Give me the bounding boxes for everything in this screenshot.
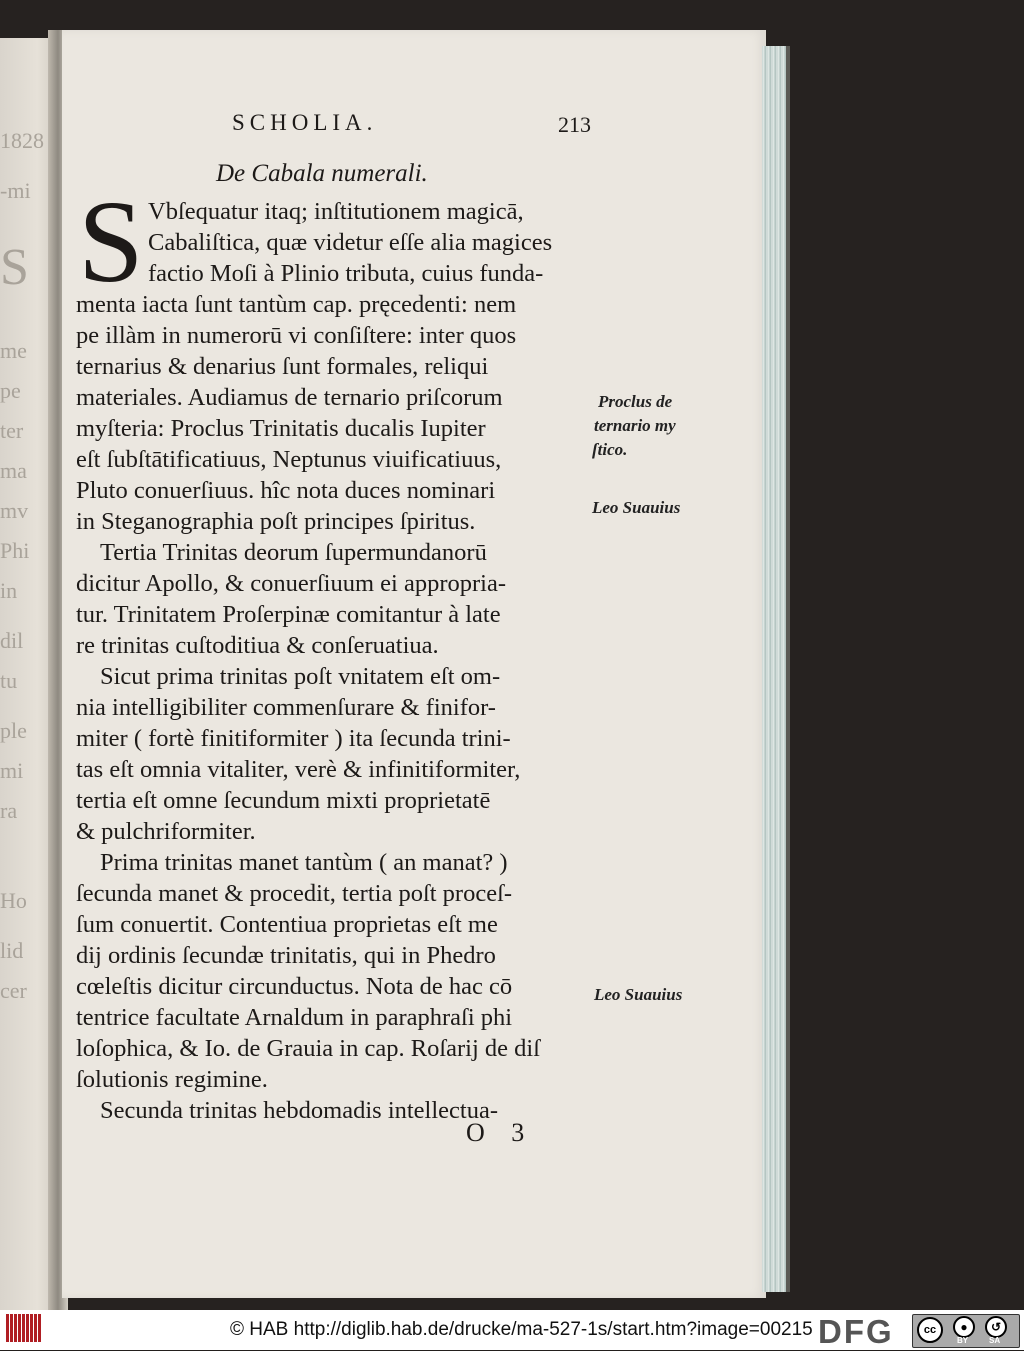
text-line: tas eſt omnia vitaliter, verè & infinitiformiter, [76,756,521,783]
text-line: miter ( fortè finitiformiter ) ita ſecunda trini- [76,725,511,752]
footer-bar [0,1310,1024,1350]
text-line: tentrice facultate Arnaldum in paraphraſi phi [76,1004,513,1031]
previous-page-edge: 1828 -mi S me pe ter ma mv Phi in dil tu ple mi ra Ho lid cer [0,38,62,1310]
marginal-note: Leo Suauius [592,498,681,517]
by-icon: ● [953,1316,975,1338]
license-by-label: BY [957,1336,969,1345]
text-line: tertia eſt omne ſecundum mixti proprietatē [76,787,491,814]
license-sa-label: SA [989,1336,1001,1345]
marginal-note: ſtico. [592,440,628,459]
text-line: re trinitas cuſtoditiua & conſeruatiua. [76,632,439,659]
text-line: ſolutionis regimine. [76,1066,268,1093]
running-head: SCHOLIA. [232,110,378,135]
text-line: dij ordinis ſecundæ trinitatis, qui in Phedro [76,942,496,969]
text-line: Prima trinitas manet tantùm ( an manat? ) [100,849,508,876]
page-edge-shadow [786,46,790,1292]
page-number: 213 [558,112,591,137]
drop-cap: S [78,176,144,307]
text-line: ſecunda manet & procedit, tertia poſt proceſ- [76,880,513,907]
text-line: Sicut prima trinitas poſt vnitatem eſt om- [100,663,501,690]
text-line: in Steganographia poſt principes ſpiritus. [76,508,476,535]
text-line: Vbſequatur itaq; inſtitutionem magicā, [148,198,524,225]
text-line: factio Moſi à Plinio tributa, cuius funda- [148,260,544,287]
marginal-note: Leo Suauius [594,985,683,1004]
hab-logo-icon[interactable] [6,1314,48,1346]
text-line: Tertia Trinitas deorum ſupermundanorū [100,539,487,566]
cc-icon: cc [917,1317,943,1343]
text-line: dicitur Apollo, & conuerſiuum ei appropria- [76,570,507,597]
text-line: myſteria: Proclus Trinitatis ducalis Iupiter [76,415,486,442]
signature-mark: O 3 [466,1118,535,1147]
license-badge[interactable] [912,1314,1020,1348]
text-line: Secunda trinitas hebdomadis intellectua- [100,1097,499,1124]
marginal-note: Proclus de [598,392,673,411]
text-line: materiales. Audiamus de ternario priſcorum [76,384,503,411]
text-line: nia intelligibiliter commenſurare & finifor- [76,694,496,721]
text-line: ternarius & denarius ſunt formales, reliqui [76,353,489,380]
text-line: ſum conuertit. Contentiua proprietas eſt me [76,911,498,938]
text-line: Cabaliſtica, quæ videtur eſſe alia magices [148,229,553,256]
text-line: loſophica, & Io. de Grauia in cap. Roſarij de diſ [76,1035,541,1062]
dfg-logo[interactable]: DFG [818,1313,894,1350]
marginal-note: ternario my [594,416,676,435]
sa-icon: ↺ [985,1316,1007,1338]
text-line: & pulchriformiter. [76,818,256,845]
page-fore-edge [762,46,786,1292]
section-heading: De Cabala numerali. [216,160,428,187]
text-line: Pluto conuerſiuus. hîc nota duces nominari [76,477,496,504]
text-line: menta iacta ſunt tantùm cap. pręcedenti: nem [76,291,517,318]
text-line: pe illàm in numerorū vi conſiſtere: inter quos [76,322,517,349]
text-line: tur. Trinitatem Proſerpinæ comitantur à late [76,601,501,628]
text-line: eſt ſubſtātificatiuus, Neptunus viuificatiuus, [76,446,502,473]
source-link[interactable]: © HAB http://diglib.hab.de/drucke/ma-527-1s/start.htm?image=00215 [230,1319,813,1340]
text-line: cœleſtis dicitur circunductus. Nota de hac cō [76,973,513,1000]
